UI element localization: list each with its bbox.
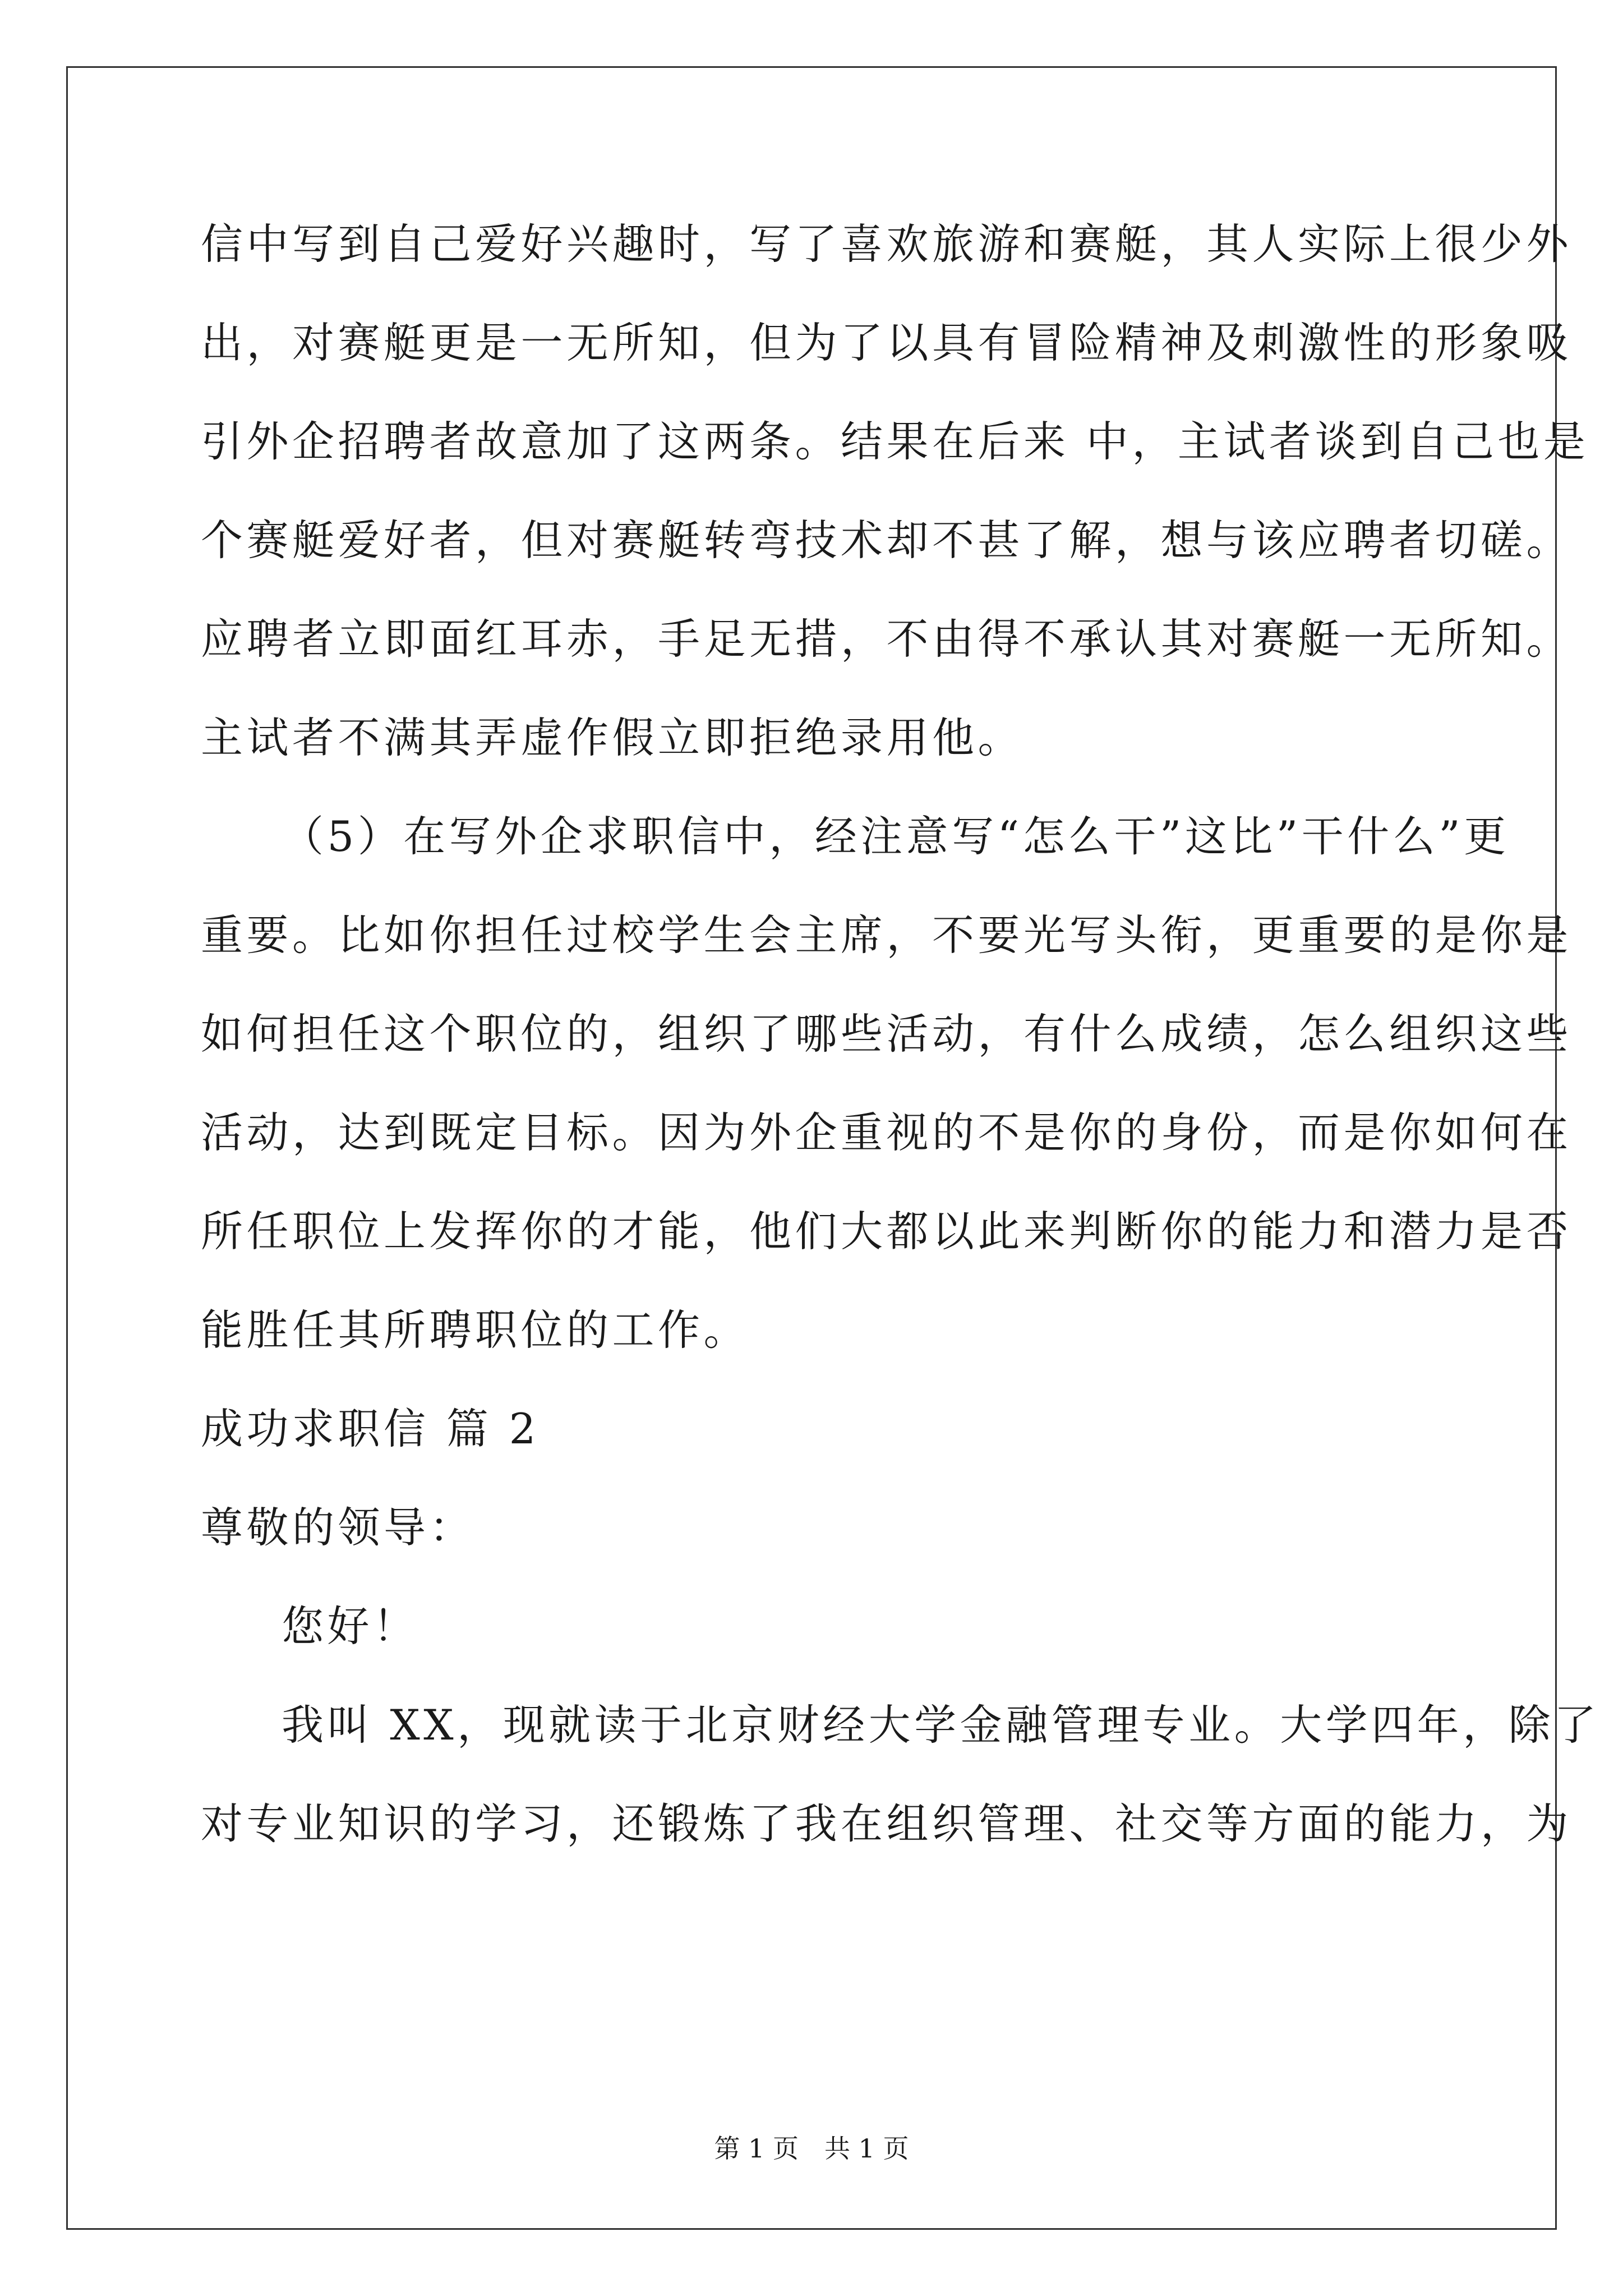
- text-line: 出，对赛艇更是一无所知，但为了以具有冒险精神及刺激性的形象吸: [201, 318, 1573, 367]
- text-line: 所任职位上发挥你的才能，他们大都以此来判断你的能力和潜力是否: [201, 1207, 1573, 1256]
- text-line: 引外企招聘者故意加了这两条。结果在后来 中，主试者谈到自己也是: [201, 417, 1589, 466]
- section-heading: 成功求职信 篇 2: [201, 1404, 540, 1453]
- text-line: （5）在写外企求职信中，经注意写“怎么干”这比”干什么”更: [282, 812, 1510, 861]
- text-line: 信中写到自己爱好兴趣时，写了喜欢旅游和赛艇，其人实际上很少外: [201, 219, 1573, 269]
- text-line: 应聘者立即面红耳赤，手足无措，不由得不承认其对赛艇一无所知。: [201, 614, 1573, 664]
- text-line: 重要。比如你担任过校学生会主席，不要光写头衔，更重要的是你是: [201, 910, 1573, 960]
- text-line: 如何担任这个职位的，组织了哪些活动，有什么成绩，怎么组织这些: [201, 1009, 1573, 1059]
- text-line: 对专业知识的学习，还锻炼了我在组织管理、社交等方面的能力，为: [201, 1799, 1573, 1848]
- text-line: 我叫 XX，现就读于北京财经大学金融管理专业。大学四年，除了: [282, 1700, 1600, 1750]
- salutation: 尊敬的领导：: [201, 1503, 476, 1552]
- page-footer: 第 1 页 共 1 页: [714, 2133, 909, 2164]
- text-line: 主试者不满其弄虚作假立即拒绝录用他。: [201, 713, 1024, 762]
- greeting: 您好！: [282, 1602, 419, 1651]
- text-line: 活动，达到既定目标。因为外企重视的不是你的身份，而是你如何在: [201, 1108, 1573, 1157]
- text-line: 能胜任其所聘职位的工作。: [201, 1305, 750, 1355]
- text-line: 个赛艇爱好者，但对赛艇转弯技术却不甚了解，想与该应聘者切磋。: [201, 516, 1573, 565]
